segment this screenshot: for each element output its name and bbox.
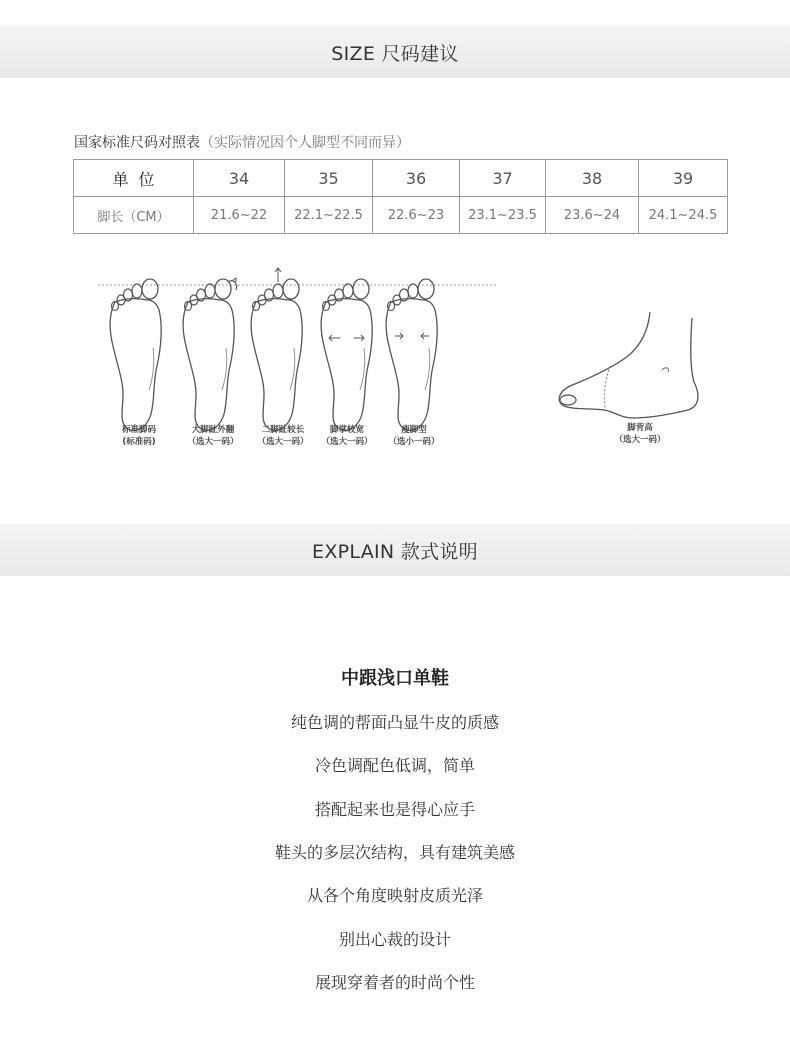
size-chart-table — [73, 159, 728, 234]
long-second-toe-foot-icon — [251, 268, 302, 430]
foot-label: 瘦脚型 — [401, 425, 427, 435]
row-header-size: 单位 — [74, 160, 194, 197]
size-section-banner — [0, 26, 790, 78]
foot-label: 大脚趾外翻 — [191, 425, 235, 435]
size-cell: 39 — [639, 160, 728, 197]
size-table-title — [74, 132, 410, 152]
wide-foot-icon — [321, 279, 372, 430]
description-line: 展现穿着者的时尚个性 — [314, 973, 475, 992]
bunion-foot-icon — [183, 278, 236, 430]
product-title: 中跟浅口单鞋 — [341, 668, 449, 689]
description-line: 从各个角度映射皮质光泽 — [306, 886, 483, 905]
table-row-size — [74, 160, 728, 197]
size-table-heading: 国家标准尺码对照表 — [74, 135, 200, 151]
foot-sublabel: (标准码) — [122, 437, 156, 447]
description-line: 纯色调的帮面凸显牛皮的质感 — [290, 713, 499, 732]
description-line: 搭配起来也是得心应手 — [314, 800, 475, 819]
description-line: 别出心裁的设计 — [338, 930, 451, 949]
size-section-title: SIZE 尺码建议 — [331, 42, 459, 65]
foot-label: 标准脚码 — [121, 425, 157, 435]
row-header-length: 脚长（CM） — [74, 197, 194, 234]
explain-section-title: EXPLAIN 款式说明 — [312, 540, 478, 563]
length-cell: 24.1~24.5 — [639, 197, 728, 234]
foot-sublabel: （选小一码） — [388, 437, 440, 447]
narrow-foot-icon — [386, 279, 437, 430]
length-cell: 23.6~24 — [546, 197, 639, 234]
foot-sublabel: （选大一码） — [257, 437, 309, 447]
size-cell: 37 — [460, 160, 546, 197]
size-table-note: （实际情况因个人脚型不同而异） — [200, 135, 410, 151]
table-row-length — [74, 197, 728, 234]
foot-sublabel: （选大一码） — [321, 437, 373, 447]
size-cell: 36 — [373, 160, 460, 197]
foot-sublabel: （选大一码） — [187, 437, 239, 447]
description-line: 冷色调配色低调，简单 — [314, 756, 475, 775]
explain-section-banner — [0, 524, 790, 576]
foot-label: 二脚趾较长 — [261, 425, 305, 435]
standard-foot-icon — [110, 279, 161, 430]
side-foot-sublabel: （选大一码） — [614, 435, 666, 445]
length-cell: 22.1~22.5 — [285, 197, 373, 234]
side-foot-label: 脚背高 — [627, 423, 653, 433]
length-cell: 21.6~22 — [194, 197, 285, 234]
foot-label: 脚掌较宽 — [329, 425, 365, 435]
high-instep-foot-icon — [559, 312, 698, 418]
size-cell: 34 — [194, 160, 285, 197]
foot-type-diagram — [0, 262, 790, 492]
length-cell: 22.6~23 — [373, 197, 460, 234]
size-cell: 38 — [546, 160, 639, 197]
size-cell: 35 — [285, 160, 373, 197]
description-line: 鞋头的多层次结构，具有建筑美感 — [274, 843, 515, 862]
length-cell: 23.1~23.5 — [460, 197, 546, 234]
